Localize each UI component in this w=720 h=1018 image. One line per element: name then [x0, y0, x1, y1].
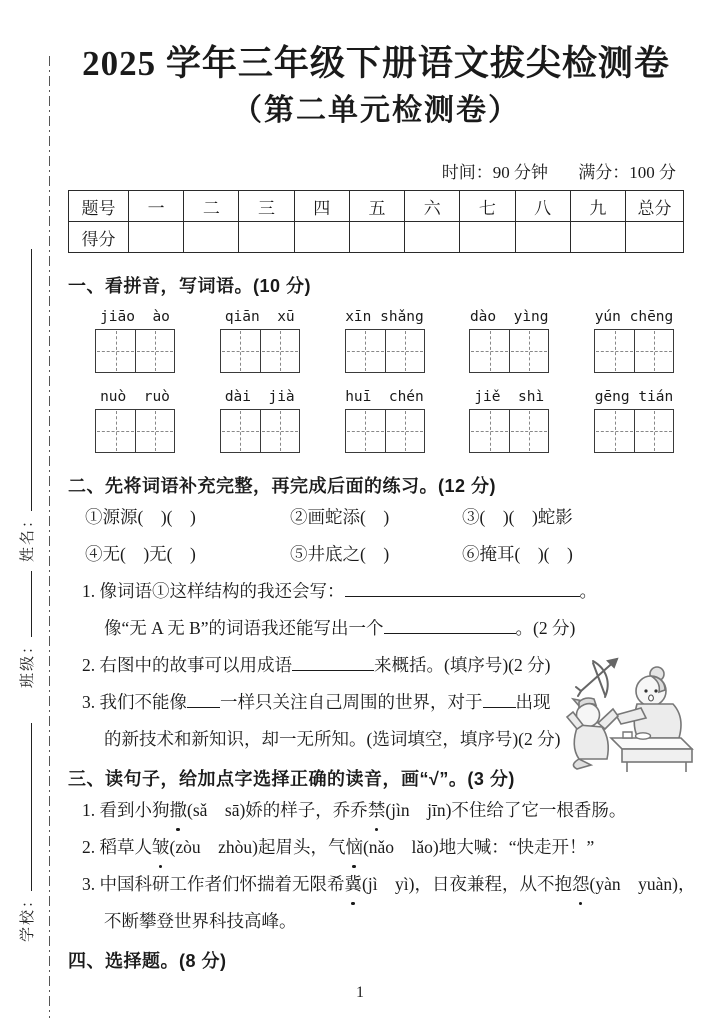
- pinyin-label: qiān xū: [224, 309, 295, 325]
- idiom-item: ⑤井底之( ): [290, 544, 390, 564]
- score-table-header-cell: 总分: [626, 191, 684, 222]
- idiom-item: ④无( )无( ): [85, 544, 196, 564]
- writing-grid-cell[interactable]: [346, 330, 385, 372]
- writing-grid: [469, 409, 549, 453]
- pinyin-word: [220, 387, 300, 453]
- writing-grid-cell[interactable]: [385, 330, 424, 372]
- writing-grid-cell[interactable]: [470, 410, 509, 452]
- student-class-field: [16, 571, 37, 688]
- writing-grid-cell[interactable]: [221, 330, 260, 372]
- section3-sentence-2: [68, 829, 684, 866]
- exam-subtitle: （第二单元检测卷）: [232, 94, 520, 127]
- score-entry-cell[interactable]: [129, 222, 184, 253]
- sentence-text: 像“无 A 无 B”的词语我还能写出一个: [104, 618, 384, 638]
- writing-grid: [469, 329, 549, 373]
- exam-title: 2025 学年三年级下册语文拔尖检测卷: [82, 44, 670, 83]
- section3-sentence-3b: [68, 903, 684, 940]
- idiom-item: ⑥掩耳( )( ): [462, 544, 573, 564]
- dotted-char: 撒: [170, 792, 188, 829]
- section3-sentence-3a: [68, 866, 696, 903]
- score-table-header-cell: 三: [239, 191, 294, 222]
- answer-blank[interactable]: [292, 656, 374, 671]
- answer-blank[interactable]: [384, 619, 516, 634]
- score-table-header-cell: 八: [515, 191, 570, 222]
- writing-grid-cell[interactable]: [385, 410, 424, 452]
- exam-content: [68, 40, 696, 974]
- writing-grid: [594, 409, 674, 453]
- pinyin-label: yún chēng: [594, 309, 674, 325]
- writing-grid: [345, 329, 425, 373]
- answer-blank[interactable]: [187, 693, 220, 708]
- section3-sentence-1: [68, 792, 684, 829]
- sentence-text: 2. 右图中的故事可以用成语: [82, 655, 292, 675]
- dotted-char: 恼: [345, 829, 363, 866]
- score-entry-cell[interactable]: [405, 222, 460, 253]
- score-table-header-cell: 七: [460, 191, 515, 222]
- pinyin-word: [95, 307, 175, 373]
- score-entry-cell[interactable]: [294, 222, 349, 253]
- pinyin-label: dào yìng: [469, 309, 549, 325]
- score-entry-cell[interactable]: [239, 222, 294, 253]
- writing-grid-cell[interactable]: [509, 410, 548, 452]
- sentence-text: 来概括。(填序号)(2 分): [374, 655, 551, 675]
- section2-question-1b: [68, 610, 684, 647]
- section2-title: 二、先将词语补充完整，再完成后面的练习。(12 分): [68, 476, 497, 496]
- pinyin-label: jiě shì: [474, 389, 545, 405]
- score-table-header-cell: 题号: [69, 191, 129, 222]
- idiom-item: ③( )( )蛇影: [462, 507, 573, 527]
- writing-grid-cell[interactable]: [509, 330, 548, 372]
- sentence-text: (nǎo lǎo)地大喊：“快走开！”: [362, 837, 595, 857]
- pinyin-word: [469, 307, 549, 373]
- score-table-header-cell: 五: [349, 191, 404, 222]
- bow-and-arrow-icon: [576, 659, 617, 697]
- page-number: 1: [356, 984, 364, 1001]
- sentence-text: 3. 我们不能像: [82, 692, 187, 712]
- sentence-text: 不断攀登世界科技高峰。: [104, 911, 297, 931]
- pinyin-word: [594, 307, 674, 373]
- sentence-text: 。(2 分): [515, 618, 576, 638]
- writing-grid-cell[interactable]: [96, 330, 135, 372]
- student-school-blank[interactable]: [18, 723, 32, 891]
- writing-grid-cell[interactable]: [634, 330, 673, 372]
- sentence-text: 1. 看到小狗: [82, 800, 170, 820]
- pinyin-label: jiāo ào: [100, 309, 170, 325]
- dotted-char: 冀: [345, 866, 363, 903]
- pinyin-word: [345, 307, 425, 373]
- writing-grid: [95, 409, 175, 453]
- score-table-header-cell: 九: [570, 191, 625, 222]
- sentence-text: 3. 中国科研工作者们怀揣着无限希: [82, 874, 345, 894]
- writing-grid: [345, 409, 425, 453]
- bowl-icon: [636, 733, 651, 739]
- pinyin-label: huī chén: [345, 389, 424, 405]
- student-name-label: 姓名：: [20, 510, 36, 562]
- student-name-blank[interactable]: [18, 249, 32, 511]
- score-table-header-cell: 四: [294, 191, 349, 222]
- full-score-label: 满分：100 分: [578, 163, 676, 182]
- pinyin-word: [469, 387, 549, 453]
- student-name-field: [16, 249, 37, 562]
- writing-grid-cell[interactable]: [470, 330, 509, 372]
- dotted-char: 怨: [572, 866, 590, 903]
- pinyin-label: xīn shǎng: [345, 309, 424, 325]
- answer-blank[interactable]: [483, 693, 516, 708]
- sentence-text: 。: [579, 581, 597, 601]
- sentence-text: 出现: [515, 692, 551, 712]
- writing-grid-cell[interactable]: [595, 410, 634, 452]
- pinyin-row-2: [68, 387, 684, 453]
- pinyin-label: gēng tián: [594, 389, 674, 405]
- writing-grid-cell[interactable]: [135, 330, 174, 372]
- student-class-blank[interactable]: [18, 571, 32, 637]
- pinyin-word: [95, 387, 175, 453]
- section3-title: 三、读句子，给加点字选择正确的读音，画“√”。(3 分): [68, 769, 515, 789]
- idiom-item: ②画蛇添( ): [290, 507, 390, 527]
- time-limit-label: 时间：90 分钟: [441, 163, 548, 182]
- sentence-text: 1. 像词语①这样结构的我还会写：: [82, 581, 345, 601]
- sentence-text: (jì yì)，日夜兼程，从不抱: [362, 874, 572, 894]
- cup-bow-snake-story-illustration: [553, 645, 695, 777]
- score-entry-cell[interactable]: [515, 222, 570, 253]
- writing-grid: [95, 329, 175, 373]
- writing-grid-cell[interactable]: [96, 410, 135, 452]
- exam-info-line: [68, 158, 684, 183]
- writing-grid-cell[interactable]: [260, 410, 299, 452]
- guest-figure: [567, 698, 618, 769]
- dotted-char: 皱: [152, 829, 170, 866]
- sentence-text: (yàn yuàn)，: [589, 874, 696, 894]
- table: [611, 738, 692, 772]
- writing-grid-cell[interactable]: [260, 330, 299, 372]
- sentence-text: (sǎ sā)娇的样子，乔乔: [187, 800, 368, 820]
- writing-grid-cell[interactable]: [135, 410, 174, 452]
- sentence-text: (zòu zhòu)起眉头，气: [169, 837, 346, 857]
- section2-question-1a: [68, 573, 684, 610]
- section4-title: 四、选择题。(8 分): [68, 951, 227, 971]
- writing-grid-cell[interactable]: [221, 410, 260, 452]
- score-row-label: 得分: [69, 222, 129, 253]
- writing-grid-cell[interactable]: [595, 330, 634, 372]
- writing-grid: [594, 329, 674, 373]
- score-entry-cell[interactable]: [349, 222, 404, 253]
- student-school-field: [16, 723, 37, 942]
- score-table-header-cell: 二: [184, 191, 239, 222]
- sentence-text: (jìn jīn)不住给了它一根香肠。: [385, 800, 627, 820]
- writing-grid-cell[interactable]: [346, 410, 385, 452]
- writing-grid: [220, 409, 300, 453]
- score-entry-cell[interactable]: [626, 222, 684, 253]
- score-entry-cell[interactable]: [184, 222, 239, 253]
- writing-grid: [220, 329, 300, 373]
- pinyin-word: [345, 387, 425, 453]
- sentence-text: 的新技术和新知识，却一无所知。(选词填空，填序号)(2 分): [104, 729, 561, 749]
- pinyin-label: nuò ruò: [100, 389, 170, 405]
- score-table: [68, 190, 684, 253]
- sentence-text: 2. 稻草人: [82, 837, 152, 857]
- pinyin-row-1: [68, 307, 684, 373]
- section1-title: 一、看拼音，写词语。(10 分): [68, 276, 312, 296]
- sentence-text: 一样只关注自己周围的世界，对于: [220, 692, 483, 712]
- student-school-label: 学校：: [20, 890, 36, 942]
- idiom-row-1: [68, 499, 684, 536]
- student-class-label: 班级：: [20, 636, 36, 688]
- host-figure: [616, 667, 681, 738]
- score-entry-cell[interactable]: [460, 222, 515, 253]
- pinyin-word: [220, 307, 300, 373]
- pinyin-word: [594, 387, 674, 453]
- fold-line: [49, 56, 50, 1018]
- dotted-char: 禁: [368, 792, 386, 829]
- score-entry-cell[interactable]: [570, 222, 625, 253]
- idiom-row-2: [68, 536, 684, 573]
- idiom-item: ①源源( )( ): [85, 507, 196, 527]
- cup-icon: [623, 732, 632, 738]
- score-table-header-cell: 一: [129, 191, 184, 222]
- writing-grid-cell[interactable]: [634, 410, 673, 452]
- score-table-header-cell: 六: [405, 191, 460, 222]
- answer-blank[interactable]: [345, 582, 580, 597]
- pinyin-label: dài jià: [224, 389, 295, 405]
